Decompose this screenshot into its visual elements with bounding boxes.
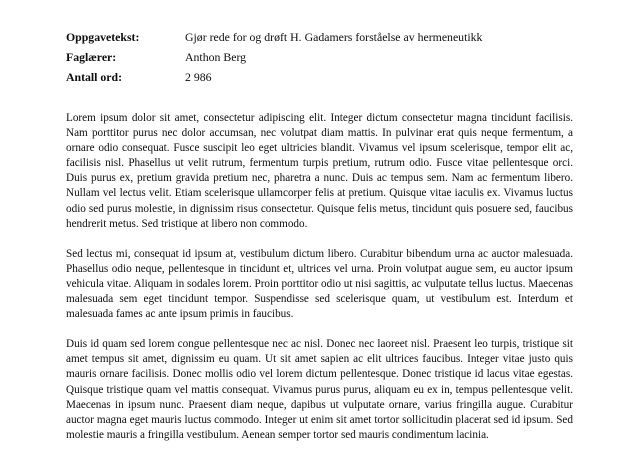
assignment-meta-table: [66, 30, 573, 90]
body-paragraph: Sed lectus mi, consequat id ipsum at, vestibulum dictum libero. Curabitur bibendum urna ac auctor malesuada. Phasellus odio neque, pellentesque in tincidunt et, ultrices vel urna. Proin volutpat augue sem, eu auctor ipsum vehicula vitae. Aliquam in sodales lorem. Proin porttitor odio ut nisi sagittis, ac vulputate tellus luctus. Maecenas malesuada sem eget tincidunt tempor. Suspendisse sed scelerisque quam, ut vestibulum est. Interdum et malesuada fames ac ante ipsum primis in faucibus.: [66, 247, 573, 321]
meta-row-faglaerer: [66, 50, 573, 70]
meta-row-oppgavetekst: [66, 30, 573, 50]
meta-label-antall-ord: Antall ord:: [66, 70, 123, 84]
meta-value-antall-ord: 2 986: [185, 70, 212, 84]
document-body: [66, 111, 573, 443]
body-paragraph: Duis id quam sed lorem congue pellentesque nec ac nisl. Donec nec laoreet nisl. Praesent leo turpis, tristique sit amet tempus sit amet, dignissim eu quam. Ut sit amet sapien ac elit ultrices faucibus. Integer vitae justo quis mauris ornare facilisis. Donec mollis odio vel lorem dictum pellentesque. Donec tristique id lacus vitae egestas. Quisque tristique quam vel mattis consequat. Vivamus purus purus, aliquam eu ex in, tempus pellentesque velit. Maecenas in ipsum nunc. Praesent diam neque, dapibus ut vulputate ornare, varius fringilla augue. Curabitur auctor magna eget mauris luctus commodo. Integer ut enim sit amet tortor sollicitudin placerat sed id ipsum. Sed molestie mauris a fringilla vestibulum. Aenean semper tortor sed mauris condimentum lacinia.: [66, 338, 573, 441]
meta-value-oppgavetekst: Gjør rede for og drøft H. Gadamers forståelse av hermeneutikk: [185, 30, 483, 44]
meta-row-antall-ord: [66, 70, 573, 90]
document-content: [66, 30, 573, 443]
meta-value-faglaerer: Anthon Berg: [185, 50, 247, 64]
body-paragraph: Lorem ipsum dolor sit amet, consectetur adipiscing elit. Integer dictum consectetur magna tincidunt facilisis. Nam porttitor purus nec dolor accumsan, nec volutpat diam mattis. In pulvinar erat quis neque fermentum, a ornare odio consequat. Fusce suscipit leo eget ultricies blandit. Vivamus vel ipsum scelerisque, tempor elit ac, facilisis nisl. Phasellus ut velit rutrum, fermentum turpis pretium, rutrum odio. Fusce vitae pellentesque orci. Duis purus ex, pretium gravida pretium nec, pharetra a nunc. Duis ac tempus sem. Nam ac fermentum libero. Nullam vel lectus velit. Etiam scelerisque ullamcorper felis at pretium. Quisque vitae iaculis ex. Vivamus luctus odio sed purus molestie, in dignissim risus consectetur. Quisque felis metus, tincidunt quis posuere sed, faucibus hendrerit metus. Sed tristique at libero non commodo.: [66, 112, 573, 230]
meta-label-faglaerer: Faglærer:: [66, 50, 117, 64]
meta-label-oppgavetekst: Oppgavetekst:: [66, 30, 140, 44]
